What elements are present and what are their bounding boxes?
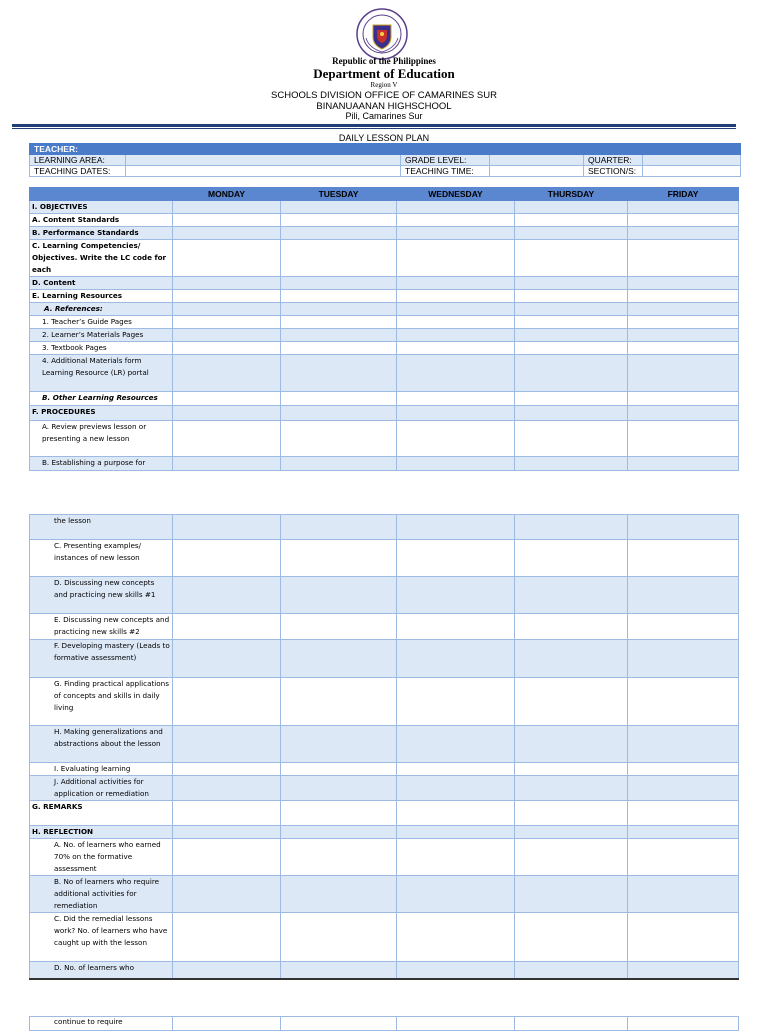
cell[interactable] — [173, 355, 281, 392]
sections-field[interactable] — [643, 166, 741, 177]
teaching-time-label: TEACHING TIME: — [401, 166, 490, 177]
cell[interactable] — [397, 540, 515, 577]
cell[interactable] — [397, 826, 515, 839]
cell[interactable] — [281, 515, 397, 540]
cell[interactable] — [397, 913, 515, 962]
cell[interactable] — [397, 640, 515, 678]
deped-seal-icon — [356, 8, 408, 60]
row-label: B. Other Learning Resources — [30, 392, 173, 406]
cell[interactable] — [173, 240, 281, 277]
cell[interactable] — [515, 457, 628, 471]
cell[interactable] — [515, 614, 628, 640]
cell[interactable] — [628, 726, 739, 763]
cell[interactable] — [173, 392, 281, 406]
cell[interactable] — [628, 342, 739, 355]
cell[interactable] — [397, 227, 515, 240]
row-label: J. Additional activities for application or remediation — [30, 776, 173, 801]
cell[interactable] — [397, 457, 515, 471]
cell[interactable] — [628, 201, 739, 214]
cell[interactable] — [281, 290, 397, 303]
cell[interactable] — [173, 290, 281, 303]
cell[interactable] — [397, 290, 515, 303]
cell[interactable] — [397, 876, 515, 913]
cell[interactable] — [397, 614, 515, 640]
cell[interactable] — [281, 406, 397, 421]
cell[interactable] — [397, 214, 515, 227]
cell[interactable] — [628, 801, 739, 826]
cell[interactable] — [515, 876, 628, 913]
cell[interactable] — [281, 962, 397, 979]
cell[interactable] — [515, 577, 628, 614]
cell[interactable] — [515, 240, 628, 277]
row-label: D. No. of learners who — [30, 962, 173, 979]
cell[interactable] — [173, 227, 281, 240]
cell[interactable] — [281, 392, 397, 406]
form-title: DAILY LESSON PLAN — [338, 133, 430, 143]
row-label: 2. Learner’s Materials Pages — [30, 329, 173, 342]
cell[interactable] — [281, 316, 397, 329]
cell[interactable] — [173, 801, 281, 826]
cell[interactable] — [173, 577, 281, 614]
cell[interactable] — [515, 678, 628, 726]
cell[interactable] — [628, 640, 739, 678]
row-label: C. Learning Competencies/ Objectives. Write the LC code for each — [30, 240, 173, 277]
cell[interactable] — [397, 678, 515, 726]
cell[interactable] — [628, 406, 739, 421]
cell[interactable] — [281, 801, 397, 826]
row-label: A. Review previews lesson or presenting a new lesson — [30, 421, 173, 457]
cell[interactable] — [173, 913, 281, 962]
header-rule-thin — [12, 128, 736, 129]
cell[interactable] — [515, 763, 628, 776]
row-label: B. No of learners who require additional activities for remediation — [30, 876, 173, 913]
cell[interactable] — [515, 303, 628, 316]
cell[interactable] — [397, 577, 515, 614]
lesson-plan-table-page2 — [29, 514, 739, 980]
cell[interactable] — [515, 201, 628, 214]
cell[interactable] — [281, 826, 397, 839]
teacher-label: TEACHER: — [30, 144, 741, 155]
cell[interactable] — [515, 214, 628, 227]
cell[interactable] — [397, 329, 515, 342]
day-header-monday: MONDAY — [173, 188, 281, 201]
cell[interactable] — [515, 406, 628, 421]
cell[interactable] — [173, 515, 281, 540]
cell[interactable] — [628, 457, 739, 471]
cell[interactable] — [173, 876, 281, 913]
cell[interactable] — [281, 839, 397, 876]
cell[interactable] — [628, 776, 739, 801]
lesson-info-table — [29, 143, 741, 177]
cell[interactable] — [397, 839, 515, 876]
cell[interactable] — [397, 763, 515, 776]
cell[interactable] — [628, 290, 739, 303]
cell[interactable] — [397, 801, 515, 826]
cell[interactable] — [397, 277, 515, 290]
region-line: Region V — [370, 81, 398, 89]
cell[interactable] — [173, 776, 281, 801]
cell[interactable] — [628, 240, 739, 277]
cell[interactable] — [628, 839, 739, 876]
cell[interactable] — [628, 577, 739, 614]
cell[interactable] — [281, 776, 397, 801]
school-name: BINANUAANAN HIGHSCHOOL — [316, 101, 452, 112]
cell[interactable] — [515, 826, 628, 839]
cell[interactable] — [628, 826, 739, 839]
cell[interactable] — [281, 201, 397, 214]
cell[interactable] — [628, 214, 739, 227]
cell[interactable] — [515, 801, 628, 826]
cell[interactable] — [173, 826, 281, 839]
grade-level-label: GRADE LEVEL: — [401, 155, 490, 166]
row-label: G. Finding practical applications of concepts and skills in daily living — [30, 678, 173, 726]
cell[interactable] — [515, 540, 628, 577]
teaching-dates-label: TEACHING DATES: — [30, 166, 126, 177]
cell[interactable] — [628, 421, 739, 457]
cell[interactable] — [515, 290, 628, 303]
cell[interactable] — [281, 577, 397, 614]
row-label: 1. Teacher’s Guide Pages — [30, 316, 173, 329]
cell[interactable] — [281, 355, 397, 392]
row-label: continue to require — [30, 1017, 173, 1031]
cell[interactable] — [397, 776, 515, 801]
cell[interactable] — [515, 776, 628, 801]
row-label: F. PROCEDURES — [30, 406, 173, 421]
cell[interactable] — [397, 515, 515, 540]
cell[interactable] — [397, 316, 515, 329]
row-label: F. Developing mastery (Leads to formative assessment) — [30, 640, 173, 678]
cell[interactable] — [173, 316, 281, 329]
cell[interactable] — [281, 614, 397, 640]
quarter-field[interactable] — [643, 155, 741, 166]
cell[interactable] — [281, 726, 397, 763]
cell[interactable] — [515, 227, 628, 240]
cell[interactable] — [515, 640, 628, 678]
row-label: B. Establishing a purpose for — [30, 457, 173, 471]
cell[interactable] — [173, 406, 281, 421]
cell[interactable] — [281, 457, 397, 471]
cell[interactable] — [628, 678, 739, 726]
cell[interactable] — [173, 839, 281, 876]
day-header-tuesday: TUESDAY — [281, 188, 397, 201]
day-header-friday: FRIDAY — [628, 188, 739, 201]
learning-area-field[interactable] — [126, 155, 401, 166]
cell[interactable] — [281, 763, 397, 776]
cell[interactable] — [515, 392, 628, 406]
cell[interactable] — [628, 763, 739, 776]
cell[interactable] — [628, 277, 739, 290]
cell[interactable] — [173, 329, 281, 342]
cell[interactable] — [173, 614, 281, 640]
cell[interactable] — [173, 678, 281, 726]
cell[interactable] — [628, 227, 739, 240]
row-label: I. OBJECTIVES — [30, 201, 173, 214]
row-label: A. No. of learners who earned 70% on the formative assessment — [30, 839, 173, 876]
cell[interactable] — [397, 392, 515, 406]
cell[interactable] — [281, 303, 397, 316]
teaching-time-field[interactable] — [490, 166, 584, 177]
cell[interactable] — [628, 515, 739, 540]
cell[interactable] — [173, 201, 281, 214]
row-label: H. REFLECTION — [30, 826, 173, 839]
row-label: 3. Textbook Pages — [30, 342, 173, 355]
day-header-wednesday: WEDNESDAY — [397, 188, 515, 201]
cell[interactable] — [397, 355, 515, 392]
cell[interactable] — [397, 240, 515, 277]
cell[interactable] — [173, 214, 281, 227]
day-header-thursday: THURSDAY — [515, 188, 628, 201]
row-label: 4. Additional Materials form Learning Resource (LR) portal — [30, 355, 173, 392]
grade-level-field[interactable] — [490, 155, 584, 166]
cell[interactable] — [173, 540, 281, 577]
department-name: Department of Education — [313, 66, 455, 81]
cell[interactable] — [173, 303, 281, 316]
cell[interactable] — [515, 515, 628, 540]
row-label: I. Evaluating learning — [30, 763, 173, 776]
cell[interactable] — [628, 614, 739, 640]
cell[interactable] — [515, 421, 628, 457]
cell[interactable] — [397, 342, 515, 355]
cell[interactable] — [397, 406, 515, 421]
row-label: A. References: — [30, 303, 173, 316]
cell[interactable] — [397, 201, 515, 214]
cell[interactable] — [281, 277, 397, 290]
cell[interactable] — [515, 726, 628, 763]
learning-area-label: LEARNING AREA: — [30, 155, 126, 166]
cell[interactable] — [173, 962, 281, 979]
cell[interactable] — [281, 540, 397, 577]
cell[interactable] — [515, 316, 628, 329]
cell[interactable] — [173, 277, 281, 290]
row-label: E. Discussing new concepts and practicing new skills #2 — [30, 614, 173, 640]
cell[interactable] — [173, 421, 281, 457]
row-label: C. Did the remedial lessons work? No. of learners who have caught up with the lesson — [30, 913, 173, 962]
cell[interactable] — [515, 839, 628, 876]
row-label: B. Performance Standards — [30, 227, 173, 240]
school-location: Pili, Camarines Sur — [345, 111, 423, 121]
cell[interactable] — [628, 355, 739, 392]
row-label: A. Content Standards — [30, 214, 173, 227]
cell[interactable] — [628, 329, 739, 342]
cell[interactable] — [397, 303, 515, 316]
cell[interactable] — [281, 678, 397, 726]
division-name: SCHOOLS DIVISION OFFICE OF CAMARINES SUR — [271, 90, 497, 101]
cell[interactable] — [628, 913, 739, 962]
row-label: E. Learning Resources — [30, 290, 173, 303]
cell[interactable] — [281, 342, 397, 355]
teaching-dates-field[interactable] — [126, 166, 401, 177]
header-rule — [12, 124, 736, 127]
row-label: H. Making generalizations and abstractions about the lesson — [30, 726, 173, 763]
sections-label: SECTION/S: — [584, 166, 643, 177]
cell[interactable] — [397, 421, 515, 457]
row-label: D. Content — [30, 277, 173, 290]
cell[interactable] — [173, 342, 281, 355]
cell[interactable] — [515, 913, 628, 962]
cell[interactable] — [281, 876, 397, 913]
row-label: D. Discussing new concepts and practicing new skills #1 — [30, 577, 173, 614]
cell[interactable] — [515, 962, 628, 979]
cell[interactable] — [397, 726, 515, 763]
cell[interactable] — [281, 640, 397, 678]
cell[interactable] — [628, 392, 739, 406]
row-label-header-cell — [30, 188, 173, 201]
cell[interactable] — [628, 540, 739, 577]
cell[interactable] — [281, 240, 397, 277]
cell[interactable] — [281, 421, 397, 457]
lesson-plan-table-page1 — [29, 187, 739, 471]
cell[interactable] — [515, 277, 628, 290]
cell[interactable] — [173, 640, 281, 678]
row-label: C. Presenting examples/ instances of new lesson — [30, 540, 173, 577]
cell[interactable] — [281, 329, 397, 342]
quarter-label: QUARTER: — [584, 155, 643, 166]
cell[interactable] — [173, 763, 281, 776]
cell[interactable] — [515, 329, 628, 342]
republic-line: Republic of the Philippines — [332, 56, 436, 66]
cell[interactable] — [281, 913, 397, 962]
cell[interactable] — [628, 876, 739, 913]
cell[interactable] — [173, 726, 281, 763]
row-label: G. REMARKS — [30, 801, 173, 826]
cell[interactable] — [628, 303, 739, 316]
row-label: the lesson — [30, 515, 173, 540]
cell[interactable] — [281, 214, 397, 227]
cell[interactable] — [515, 342, 628, 355]
cell[interactable] — [515, 355, 628, 392]
cell[interactable] — [173, 457, 281, 471]
cell[interactable] — [397, 962, 515, 979]
cell[interactable] — [281, 227, 397, 240]
cell[interactable] — [628, 962, 739, 979]
cell[interactable] — [628, 316, 739, 329]
